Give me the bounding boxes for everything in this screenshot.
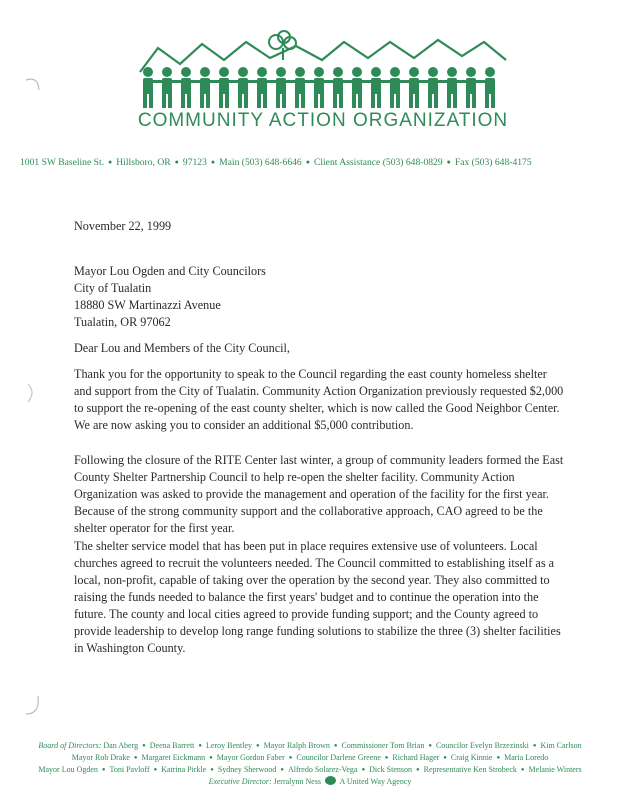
body-paragraph: Thank you for the opportunity to speak to the Council regarding the east county homeless shelter and support from the City of Tualatin. Community Action Organization previously requested $2,000 to support the re-opening of the east county shelter, which is now called the Good Neighbor Center. We are now asking you to consider an additional $5,000 contribution. — [74, 367, 564, 432]
director-name: Melanie Winters — [528, 765, 582, 774]
director-name: Mayor Ralph Brown — [263, 741, 330, 750]
board-label: Board of Directors: — [38, 741, 102, 750]
main-phone: Main (503) 648-6646 — [219, 157, 302, 168]
director-name: Mayor Lou Ogden — [38, 765, 98, 774]
organization-name: COMMUNITY ACTION ORGANIZATION — [137, 110, 509, 131]
salutation: Dear Lou and Members of the City Council, — [74, 341, 290, 355]
director-name: Mayor Rob Drake — [71, 753, 130, 762]
director-name: Kim Carlson — [540, 741, 582, 750]
director-name: Toni Pavloff — [109, 765, 150, 774]
director-name: Leroy Bentley — [206, 741, 252, 750]
footer-line-1: Board of Directors: Dan Aberg ● Deena Barrett ● Leroy Bentley ● Mayor Ralph Brown ● Commissioner Tom Brian ● Councilor Evelyn Brzezinski ● Kim Carlson — [38, 741, 582, 750]
recipient-line: 18880 SW Martinazzi Avenue — [74, 298, 221, 312]
executive-director-name: Jerralynn Ness — [273, 777, 321, 786]
director-name: Richard Hager — [392, 753, 440, 762]
zip-code: 97123 — [182, 157, 207, 168]
hole-punch-mark — [22, 378, 44, 408]
body-paragraph: The shelter service model that has been put in place requires extensive use of volunteers. Local churches agreed to recruit the volunteers needed. The Council committed to establishing itself as a local, non-profit, capable of taking over the operation by the second year. They also committed to raising the funds needed to balance the first years' budget and to continue the operation into the future. The county and local cities agreed to provide funding support; and the County agreed to provide leadership to develop long range funding solutions to stabilize the three (3) shelter facilities in Washington County. — [74, 539, 561, 655]
director-name: Dick Stenson — [369, 765, 412, 774]
fax-number: Fax (503) 648-4175 — [454, 157, 532, 168]
body-paragraph: Following the closure of the RITE Center last winter, a group of community leaders formed the East County Shelter Partnership Council to help re-open the shelter facility. Community Action Organization was asked to provide the management and operation of the facility for the first year. Because of the strong community support and the collaborative approach, CAO agreed to be the shelter operator for the first year. — [74, 453, 564, 535]
executive-director-label: Executive Director: — [208, 777, 272, 786]
director-name: Deena Barrett — [149, 741, 195, 750]
director-name: Commissioner Tom Brian — [341, 741, 425, 750]
director-name: Craig Kinnie — [450, 753, 493, 762]
director-name: Councilor Darlene Greene — [296, 753, 381, 762]
director-name: Margaret Eickmann — [141, 753, 206, 762]
letterhead-contact-line: 1001 SW Baseline St. ● Hillsboro, OR ● 97123 ● Main (503) 648-6646 ● Client Assistance (503) 648-0829 ● Fax (503) 648-4175 — [20, 157, 532, 168]
hole-punch-mark — [22, 74, 44, 104]
street-address: 1001 SW Baseline St. — [20, 157, 105, 168]
director-name: Mayor Gordon Faber — [216, 753, 285, 762]
director-name: Maria Loredo — [504, 753, 549, 762]
client-assistance-phone: Client Assistance (503) 648-0829 — [313, 157, 443, 168]
recipient-address — [74, 263, 266, 331]
organization-logo — [118, 28, 528, 148]
recipient-line: Mayor Lou Ogden and City Councilors — [74, 264, 266, 278]
director-name: Dan Aberg — [103, 741, 139, 750]
people-chain-icon — [118, 28, 528, 112]
director-name: Councilor Evelyn Brzezinski — [435, 741, 529, 750]
director-name: Alfredo Solarez-Vega — [287, 765, 358, 774]
recipient-line: City of Tualatin — [74, 281, 152, 295]
director-name: Katrina Pirkle — [161, 765, 207, 774]
board-of-directors-footer — [8, 740, 612, 787]
united-way-agency: A United Way Agency — [339, 777, 412, 786]
director-name: Sydney Sherwood — [217, 765, 277, 774]
director-name: Representative Ken Strobeck — [423, 765, 517, 774]
city-state: Hillsboro, OR — [116, 157, 171, 168]
hole-punch-mark — [22, 692, 44, 722]
footer-line-2: Mayor Rob Drake ● Margaret Eickmann ● Mayor Gordon Faber ● Councilor Darlene Greene ● Richard Hager ● Craig Kinnie ● Maria Loredo — [71, 753, 549, 762]
footer-line-4 — [8, 776, 612, 787]
letter-date: November 22, 1999 — [74, 219, 172, 233]
footer-line-3: Mayor Lou Ogden ● Toni Pavloff ● Katrina Pirkle ● Sydney Sherwood ● Alfredo Solarez-Vega ● Dick Stenson ● Representative Ken Strobeck ● Melanie Winters — [38, 765, 582, 774]
united-way-icon — [325, 776, 336, 785]
recipient-line: Tualatin, OR 97062 — [74, 315, 171, 329]
